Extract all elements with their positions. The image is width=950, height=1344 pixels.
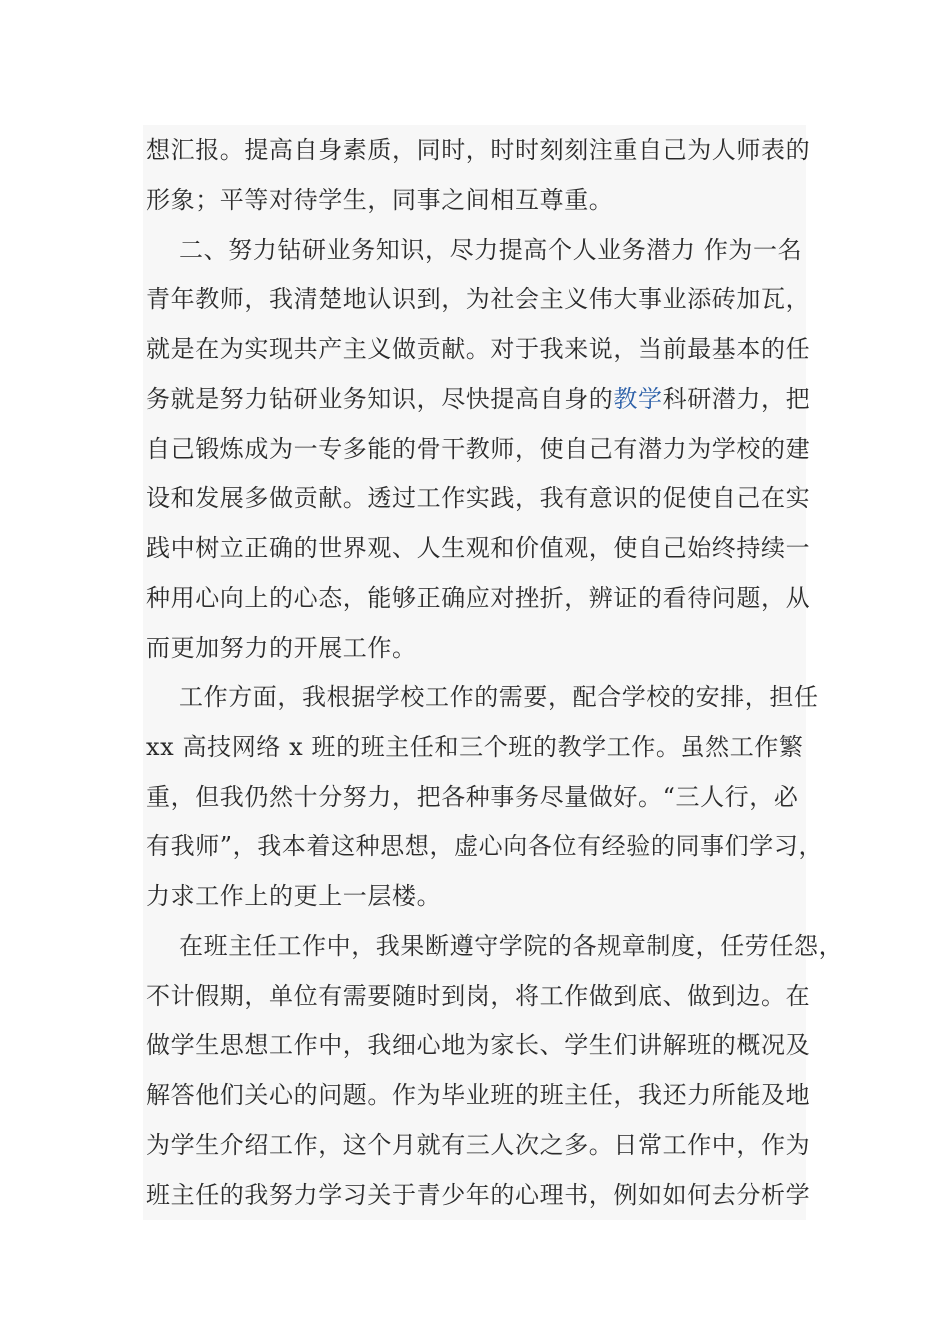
text-line: 不计假期，单位有需要随时到岗，将工作做到底、做到边。在 [146,982,811,1010]
teaching-link[interactable]: 教学 [613,385,663,413]
text-line: 践中树立正确的世界观、人生观和价值观，使自己始终持续一 [146,534,811,562]
text-line: 自己锻炼成为一专多能的骨干教师，使自己有潜力为学校的建 [146,435,811,463]
text-line: 在班主任工作中，我果断遵守学院的各规章制度，任劳任怨， [179,932,844,960]
text-line: 解答他们关心的问题。作为毕业班的班主任，我还力所能及地 [146,1081,811,1109]
text-line: 青年教师，我清楚地认识到，为社会主义伟大事业添砖加瓦， [146,285,811,313]
text-line: 二、努力钻研业务知识，尽力提高个人业务潜力 作为一名 [179,236,803,264]
text-line: 而更加努力的开展工作。 [146,634,417,662]
text-line: 有我师”，我本着这种思想，虚心向各位有经验的同事们学习， [146,832,824,860]
text-line: 班主任的我努力学习关于青少年的心理书，例如如何去分析学 [146,1181,811,1209]
text-line: 就是在为实现共产主义做贡献。对于我来说，当前最基本的任 [146,335,811,363]
text-line: 为学生介绍工作，这个月就有三人次之多。日常工作中，作为 [146,1131,811,1159]
text-segment: 务就是努力钻研业务知识，尽快提高自身的 [146,385,614,413]
text-line: 形象；平等对待学生，同事之间相互尊重。 [146,186,614,214]
text-line: 种用心向上的心态，能够正确应对挫折，辨证的看待问题，从 [146,584,811,612]
text-segment: 科研潜力，把 [662,385,811,413]
text-line: xx 高技网络 x 班的班主任和三个班的教学工作。虽然工作繁 [146,733,804,761]
text-line: 力求工作上的更上一层楼。 [146,882,442,910]
text-line: 工作方面，我根据学校工作的需要，配合学校的安排，担任 [179,683,819,711]
text-line [146,379,810,419]
text-line: 做学生思想工作中，我细心地为家长、学生们讲解班的概况及 [146,1031,811,1059]
text-line: 重，但我仍然十分努力，把各种事务尽量做好。“三人行，必 [146,783,799,811]
text-line: 想汇报。提高自身素质，同时，时时刻刻注重自己为人师表的 [146,136,811,164]
text-line: 设和发展多做贡献。透过工作实践，我有意识的促使自己在实 [146,484,811,512]
